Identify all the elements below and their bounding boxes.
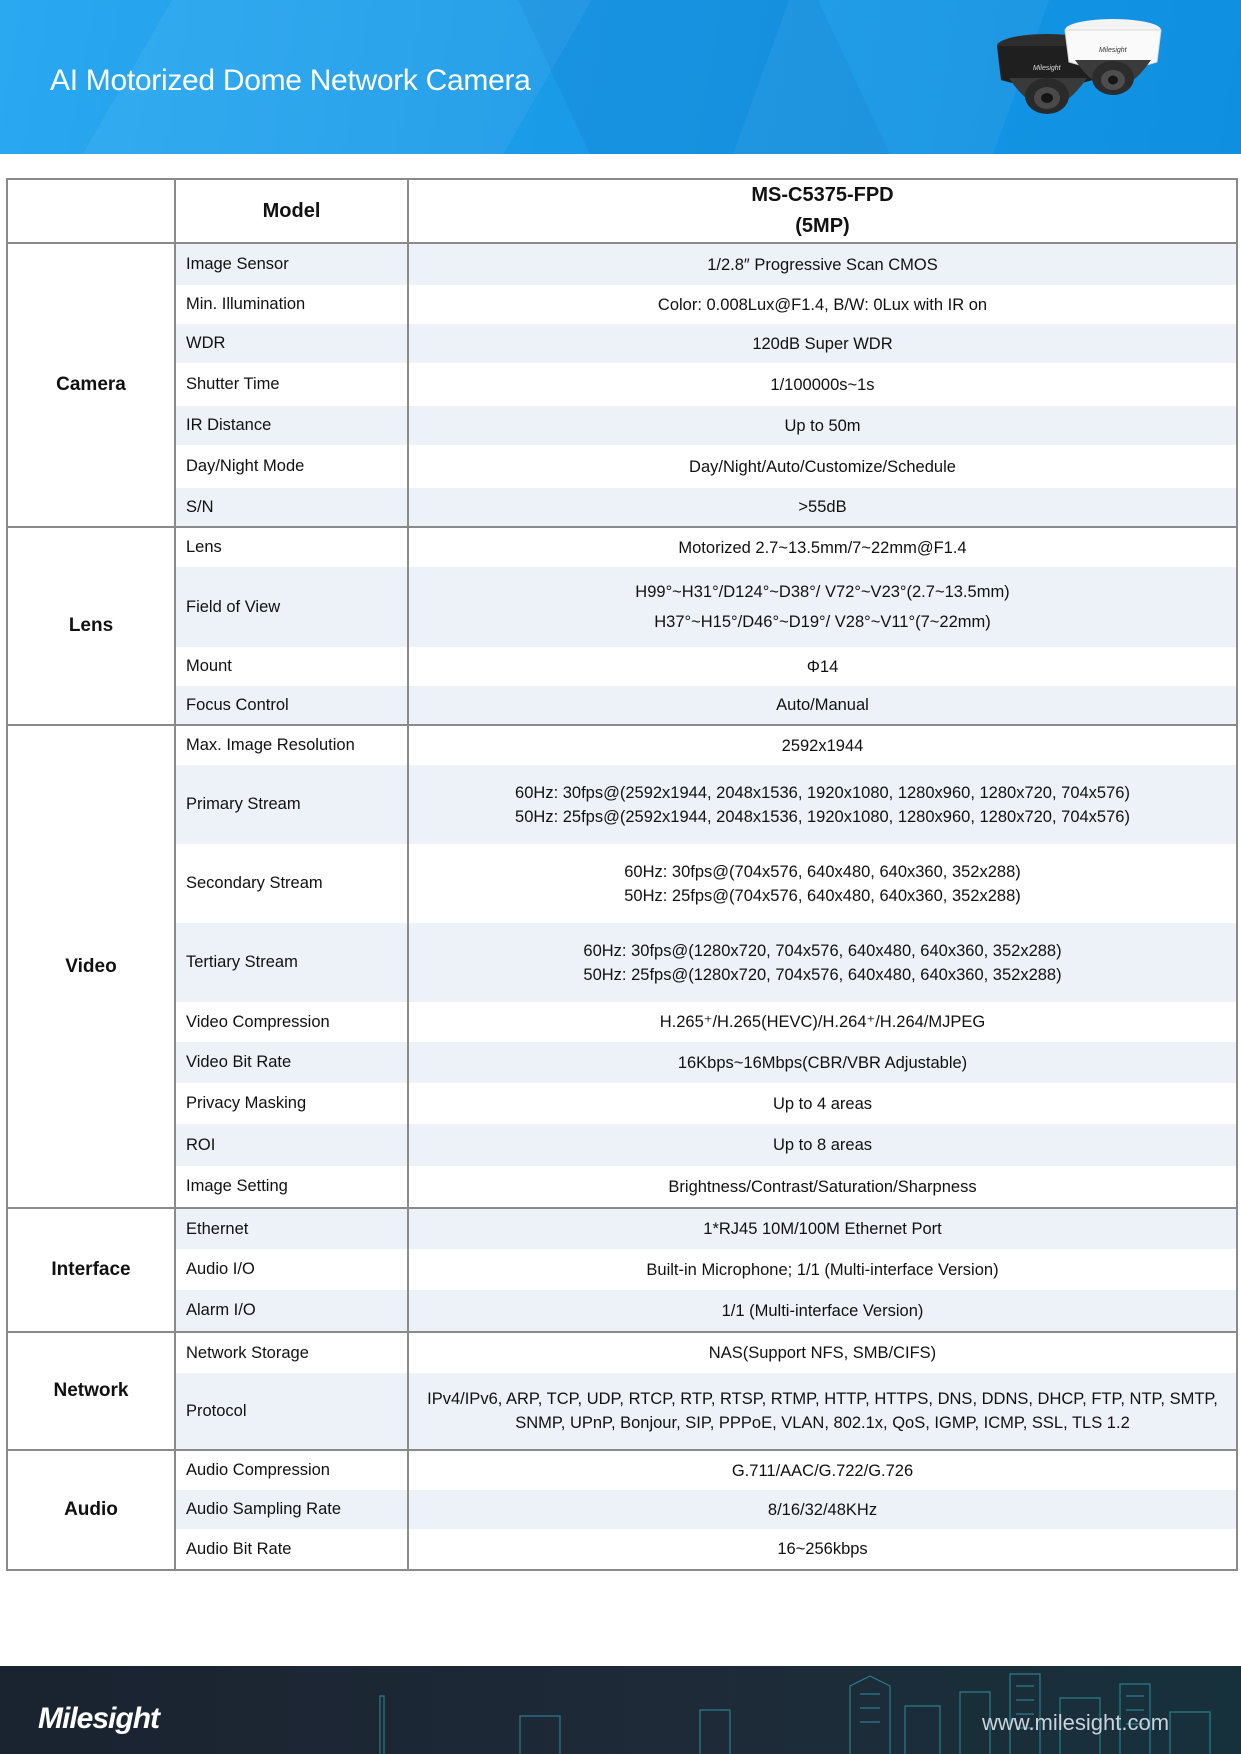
model-value (408, 179, 1237, 243)
spec-value-line: 60Hz: 30fps@(1280x720, 704x576, 640x480, 640x360, 352x288) (583, 941, 1062, 960)
spec-label: S/N (175, 488, 408, 527)
spec-value (408, 243, 1237, 285)
spec-label: Min. Illumination (175, 285, 408, 324)
spec-value-line: H99°~H31°/D124°~D38°/ V72°~V23°(2.7~13.5mm) (635, 583, 1010, 601)
spec-value-line: Φ14 (806, 657, 839, 676)
spec-value (408, 1002, 1237, 1042)
spec-value-line: 60Hz: 30fps@(2592x1944, 2048x1536, 1920x1080, 1280x960, 1280x720, 704x576) (515, 783, 1130, 802)
spec-label: IR Distance (175, 406, 408, 445)
website-url: www.milesight.com (982, 1710, 1170, 1735)
spec-value-line: G.711/AAC/G.722/G.726 (731, 1461, 914, 1480)
spec-value (408, 1083, 1237, 1124)
header-banner (0, 0, 1241, 154)
spec-value (408, 844, 1237, 923)
spec-row (7, 765, 1237, 844)
spec-row (7, 406, 1237, 445)
spec-value-line: SNMP, UPnP, Bonjour, SIP, PPPoE, VLAN, 802.1x, QoS, IGMP, ICMP, SSL, TLS 1.2 (515, 1414, 1130, 1432)
spec-value (408, 1373, 1237, 1450)
spec-value (408, 445, 1237, 488)
spec-row (7, 1083, 1237, 1124)
spec-row (7, 1332, 1237, 1373)
spec-value (408, 363, 1237, 406)
spec-value-line: 50Hz: 25fps@(1280x720, 704x576, 640x480, 640x360, 352x288) (583, 965, 1062, 984)
model-name: MS-C5375-FPD (751, 184, 894, 206)
spec-label: Video Bit Rate (175, 1042, 408, 1083)
spec-label: Protocol (175, 1373, 408, 1450)
spec-row (7, 1529, 1237, 1570)
spec-value (408, 1290, 1237, 1332)
svg-text:Milesight: Milesight (1033, 65, 1061, 72)
spec-row (7, 1249, 1237, 1290)
spec-value-line: Brightness/Contrast/Saturation/Sharpness (668, 1177, 977, 1196)
spec-label: Audio Compression (175, 1450, 408, 1490)
spec-label: ROI (175, 1124, 408, 1166)
spec-label: Tertiary Stream (175, 923, 408, 1002)
spec-value-line: IPv4/IPv6, ARP, TCP, UDP, RTCP, RTP, RTSP, RTMP, HTTP, HTTPS, DNS, DDNS, DHCP, FTP, NTP, SMTP, (427, 1390, 1218, 1408)
spec-row (7, 285, 1237, 324)
spec-row (7, 1373, 1237, 1450)
spec-row (7, 445, 1237, 488)
spec-value-line: NAS(Support NFS, SMB/CIFS) (708, 1344, 937, 1362)
spec-row (7, 1042, 1237, 1083)
spec-value (408, 765, 1237, 844)
category-lens: Lens (7, 527, 175, 725)
spec-row (7, 324, 1237, 363)
spec-value (408, 647, 1237, 686)
spec-value-line: 1/100000s~1s (770, 375, 875, 394)
spec-label: Shutter Time (175, 363, 408, 406)
category-audio: Audio (7, 1450, 175, 1570)
spec-row (7, 844, 1237, 923)
spec-value (408, 1208, 1237, 1249)
spec-value-line: Up to 4 areas (772, 1094, 873, 1113)
spec-row (7, 1290, 1237, 1332)
spec-label: Image Sensor (175, 243, 408, 285)
spec-row (7, 647, 1237, 686)
model-label: Model (175, 179, 408, 243)
spec-label: Secondary Stream (175, 844, 408, 923)
spec-label: Network Storage (175, 1332, 408, 1373)
spec-label: Primary Stream (175, 765, 408, 844)
spec-value-line: >55dB (798, 498, 847, 516)
spec-value (408, 285, 1237, 324)
category-interface: Interface (7, 1208, 175, 1332)
spec-value (408, 527, 1237, 567)
spec-value (408, 567, 1237, 647)
footer-banner (0, 1666, 1241, 1754)
spec-label: Focus Control (175, 686, 408, 725)
category-camera: Camera (7, 243, 175, 527)
spec-value (408, 725, 1237, 765)
spec-row (7, 488, 1237, 527)
category-video: Video (7, 725, 175, 1208)
spec-value-line: 16Kbps~16Mbps(CBR/VBR Adjustable) (677, 1053, 968, 1072)
spec-row (7, 567, 1237, 647)
spec-row (7, 1208, 1237, 1249)
spec-value-line: 50Hz: 25fps@(704x576, 640x480, 640x360, 352x288) (624, 886, 1021, 905)
spec-value-line: 8/16/32/48KHz (767, 1500, 878, 1519)
spec-label: Lens (175, 527, 408, 567)
spec-value (408, 1042, 1237, 1083)
spec-value-line: 50Hz: 25fps@(2592x1944, 2048x1536, 1920x1080, 1280x960, 1280x720, 704x576) (515, 807, 1130, 826)
spec-row (7, 725, 1237, 765)
spec-value-line: Color: 0.008Lux@F1.4, B/W: 0Lux with IR on (657, 295, 988, 314)
milesight-logo: Milesight (38, 1702, 160, 1735)
spec-table (6, 178, 1238, 1571)
spec-value (408, 1166, 1237, 1208)
spec-value (408, 1490, 1237, 1529)
spec-row (7, 363, 1237, 406)
spec-label: Image Setting (175, 1166, 408, 1208)
spec-value-line: 2592x1944 (781, 736, 864, 755)
spec-value-line: Motorized 2.7~13.5mm/7~22mm@F1.4 (678, 538, 967, 557)
spec-label: WDR (175, 324, 408, 363)
category-network: Network (7, 1332, 175, 1450)
category-cell (7, 179, 175, 243)
spec-row (7, 527, 1237, 567)
spec-label: Privacy Masking (175, 1083, 408, 1124)
spec-value-line: Day/Night/Auto/Customize/Schedule (689, 457, 956, 476)
spec-row (7, 1450, 1237, 1490)
spec-value-line: 60Hz: 30fps@(704x576, 640x480, 640x360, 352x288) (624, 862, 1021, 881)
spec-value (408, 923, 1237, 1002)
spec-row (7, 1002, 1237, 1042)
spec-row (7, 923, 1237, 1002)
spec-value (408, 488, 1237, 527)
spec-label: Alarm I/O (175, 1290, 408, 1332)
spec-value-line: H.265⁺/H.265(HEVC)/H.264⁺/H.264/MJPEG (659, 1013, 986, 1031)
spec-value (408, 406, 1237, 445)
spec-row (7, 686, 1237, 725)
page-title: AI Motorized Dome Network Camera (50, 64, 531, 97)
spec-value (408, 686, 1237, 725)
spec-row (7, 1490, 1237, 1529)
spec-value-line: 16~256kbps (777, 1540, 868, 1558)
spec-label: Ethernet (175, 1208, 408, 1249)
dome-camera-image (995, 18, 1165, 136)
spec-value (408, 1124, 1237, 1166)
spec-value-line: 1*RJ45 10M/100M Ethernet Port (703, 1220, 942, 1238)
spec-value (408, 1332, 1237, 1373)
spec-value (408, 1249, 1237, 1290)
spec-value-line: 120dB Super WDR (752, 334, 893, 353)
spec-value-line: Up to 50m (784, 416, 861, 435)
spec-value (408, 1529, 1237, 1570)
spec-label: Audio Sampling Rate (175, 1490, 408, 1529)
spec-row (7, 243, 1237, 285)
spec-value-line: 1/1 (Multi-interface Version) (721, 1301, 924, 1320)
spec-label: Video Compression (175, 1002, 408, 1042)
spec-value (408, 1450, 1237, 1490)
spec-value-line: 1/2.8″ Progressive Scan CMOS (707, 255, 938, 274)
spec-label: Field of View (175, 567, 408, 647)
spec-row (7, 1124, 1237, 1166)
spec-row (7, 1166, 1237, 1208)
spec-label: Audio Bit Rate (175, 1529, 408, 1570)
spec-value-line: Built-in Microphone; 1/1 (Multi-interface Version) (646, 1260, 999, 1279)
spec-label: Max. Image Resolution (175, 725, 408, 765)
svg-text:Milesight: Milesight (1099, 47, 1127, 54)
spec-value-line: Auto/Manual (776, 696, 869, 714)
spec-label: Mount (175, 647, 408, 686)
spec-value (408, 324, 1237, 363)
spec-label: Day/Night Mode (175, 445, 408, 488)
spec-value-line: Up to 8 areas (772, 1136, 873, 1154)
spec-label: Audio I/O (175, 1249, 408, 1290)
model-resolution: (5MP) (795, 215, 850, 237)
spec-value-line: H37°~H15°/D46°~D19°/ V28°~V11°(7~22mm) (654, 613, 991, 631)
